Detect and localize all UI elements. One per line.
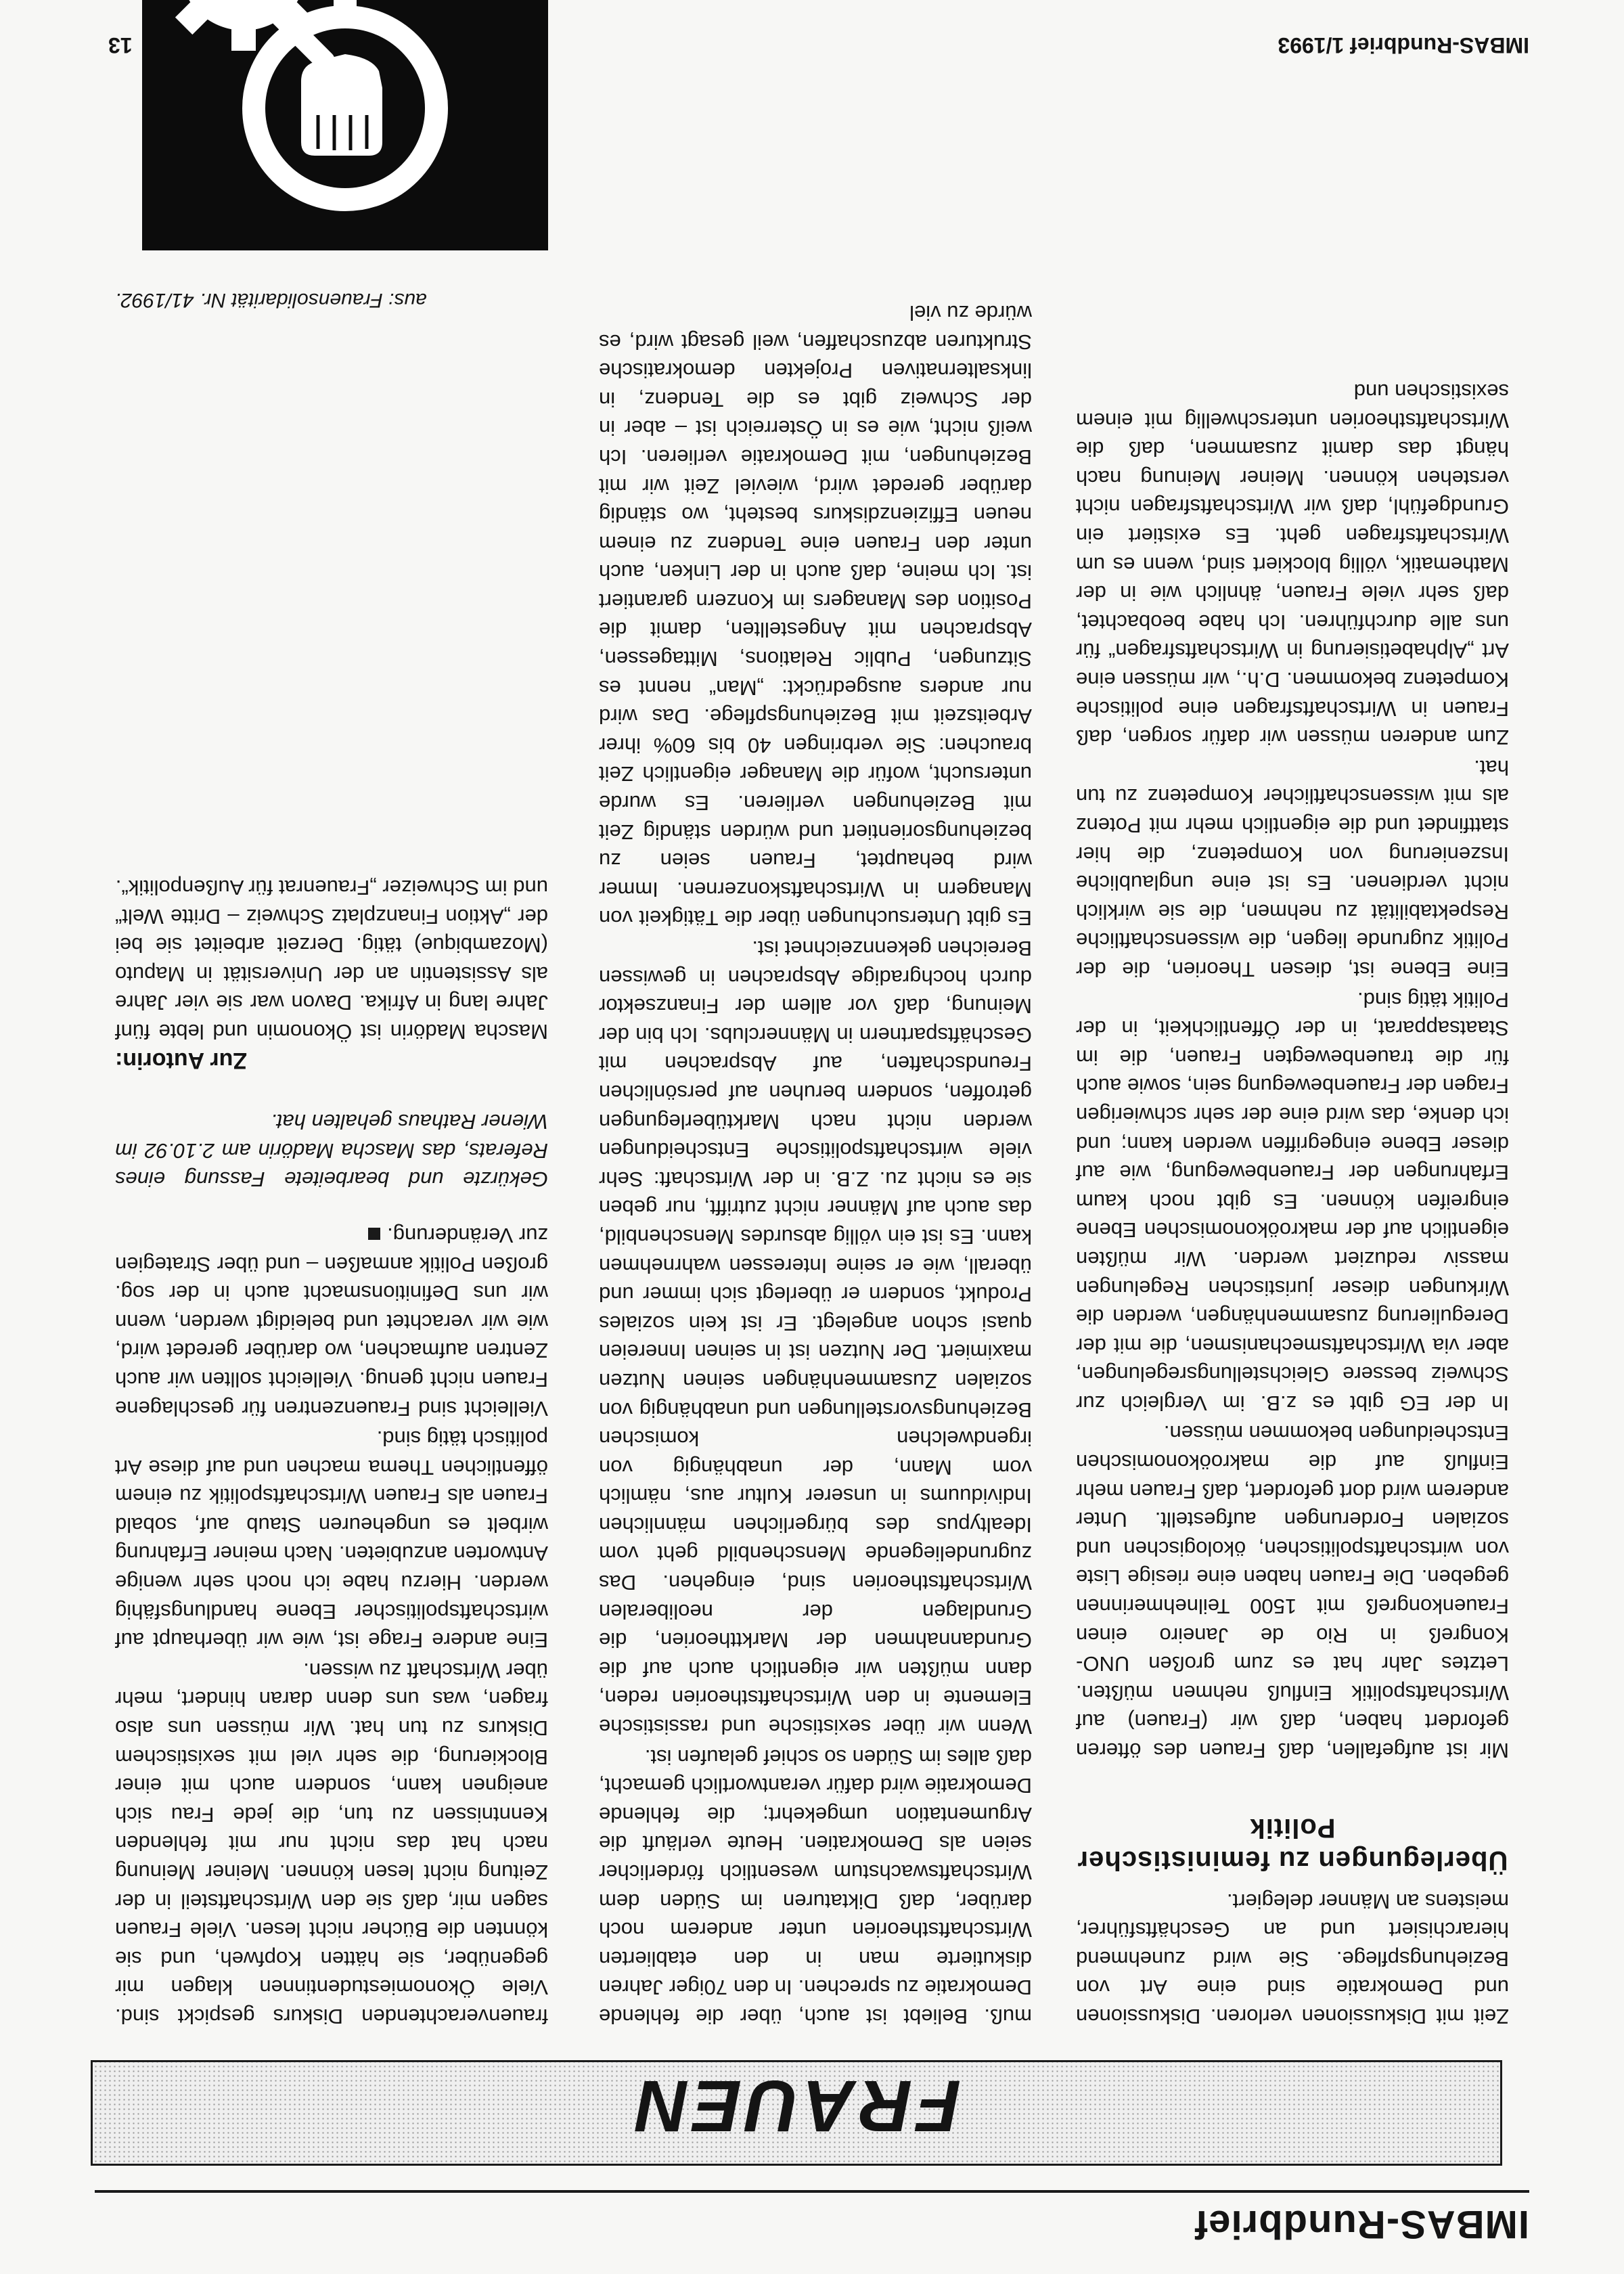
paragraph: frauenverachtenden Diskurs gespickt sind. Viele Ökonomiestudentinnen klagen mir gegenüber, sie hätten Kopfweh, und sie könnten die Bücher nicht lesen. Viele Frauen sagen mir, daß sie den Wirtschaftsteil in der Zeitung nicht lesen können. Meiner Meinung nach hat das nicht nur mit fehlenden Kenntnissen zu tun, die jede Frau sich aneignen kann, sondern auch mit einer Blockierung, die sehr viel mit sexistischem Diskurs zu tun hat. Wir müssen uns also fragen, was uns denn daran hindert, mehr über Wirtschaft zu wissen. (115, 1658, 548, 2028)
author-bio: Mascha Madörin ist Ökonomin und lebte fünf Jahre lang in Afrika. Davon war sie vier Jahre als Assistentin an der Universität in Maputo (Mozambique) tätig. Derzeit arbeitet sie bei der „Aktion Finanzplatz Schweiz – Dritte Welt“ und im Schweizer „Frauenrat für Außenpolitik“. (115, 876, 548, 1044)
editor-note: Gekürzte und bearbeitete Fassung eines Referats, das Mascha Madörin am 2.10.92 im Wiener Rathaus gehalten hat. (115, 1110, 548, 1192)
paragraph: Wenn wir über sexistische und rassistische Elemente in den Wirtschaftstheorien reden, dann müßten wir eigentlich auch auf die Grundannahmen der Markttheorien, die Grundlagen der neoliberalen Wirtschaftstheorien sind, eingehen. Das zugrundeliegende Menschenbild geht vom Idealtypus des bürgerlichen männlichen Individuums in unserer Kultur aus, nämlich vom Mann, der unabhängig von irgendwelchen komischen Beziehungsvorstellungen und unabhängig von sozialen Zusammenhängen seinen Nutzen maximiert. Der Nutzen ist in seinen Innereien quasi schon angelegt. Er ist kein soziales Produkt, sondern er überlegt sich immer und überall, wie er seine Interessen wahrnehmen kann. Es ist ein völlig absurdes Menschenbild, das auch auf Männer nicht zutrifft, nur geben sie es nicht zu. Z.B. in der Wirtschaft: Sehr viele wirtschaftspolitische Entscheidungen werden nicht nach Marktüberlegungen getroffen, sondern beruhen auf persönlichen Freundschaften, auf Absprachen mit Geschäftspartnern in Männerclubs. Ich bin der Meinung, daß vor allem der Finanzsektor durch hochgradige Absprachen in gewissen Bereichen gekennzeichnet ist. (599, 937, 1032, 1739)
emblem-image (142, 0, 548, 250)
paragraph (115, 1220, 548, 1422)
end-of-article-mark (368, 1228, 380, 1240)
paragraph: Mir ist aufgefallen, daß Frauen des öfteren gefordert haben, daß wir (Frauen) auf Wirtschaftspolitik Einfluß nehmen müßten. Letztes Jahr hat es zum großen UNO-Kongreß in Rio de Janeiro einen Frauenkongreß mit 1500 Teilnehmerinnen gegeben. Die Frauen haben eine riesige Liste von wirtschaftspolitischen, ökologischen und sozialen Forderungen aufgestellt. Unter anderem wird dort gefordert, daß Frauen mehr Einfluß auf die makroökonomischen Entscheidungen bekommen müssen. (1076, 1421, 1509, 1763)
women-symbol-fist-gear-wrench-icon (142, 0, 548, 250)
footer-issue: IMBAS-Rundbrief 1/1993 (1278, 33, 1529, 58)
paragraph: Zeit mit Diskussionen verloren. Diskussionen und Demokratie sind eine Art von Beziehungspflege. Sie wird zunehmend hierarchisiert und an Geschäftsführer, meistens an Männer delegiert. (1076, 1889, 1509, 2028)
paragraph: In der EG gibt es z.B. im Vergleich zur Schweiz bessere Gleichstellungsregelungen, aber via Wirtschaftsmechanismen, die mit der Deregulierung zusammenhängen, werden die Wirkungen dieser juristischen Regelungen massiv reduziert werden. Wir müßten eigentlich auf der makroökonomischen Ebene eingreifen können. Es gibt noch kaum Erfahrungen der Frauenbewegung, wie auf dieser Ebene eingegriffen werden kann; und ich denke, das wird eine der sehr schwierigen Fragen der Frauenbewegung sein, sowie auch für die trauenbewegten Frauen, die im Staatsapparat, in der Öffentlichkeit, in der Politik tätig sind. (1076, 987, 1509, 1415)
paragraph: Eine Ebene ist, diesen Theorien, die der Politik zugrunde liegen, die wissenschaftliche Respektabilität zu nehmen, die sie wirklich nicht verdienen. Es ist eine unglaubliche Inszenierung von Kompetenz, die hier stattfindet und die eigentlich mehr mit Potenz als mit wissenschaftlicher Kompetenz zu tun hat. (1076, 755, 1509, 981)
section-banner (91, 2060, 1502, 2166)
article-column-2 (599, 296, 1032, 2030)
masthead-title: IMBAS-Rundbrief (1194, 2202, 1529, 2246)
paragraph: Zum anderen müssen wir dafür sorgen, daß Frauen in Wirtschaftsfragen eine politische Kompetenz bekommen. D.h., wir müssen eine Art „Alphabetisierung in Wirtschaftsfragen“ für uns alle durchführen. Ich habe beobachtet, daß sehr viele Frauen, ähnlich wie in der Mathematik, völlig blockiert sind, wenn es um Wirtschaftsfragen geht. Es existiert ein Grundgefühl, daß wir Wirtschaftsfragen nicht verstehen können. Meiner Meinung nach hängt das damit zusammen, daß die Wirtschaftstheorien unterschwellig mit einem sexistischen und (1076, 380, 1509, 750)
source-note: aus: Frauensolidarität Nr. 41/1992. (115, 289, 427, 311)
masthead-rule (95, 2190, 1529, 2193)
paragraph-text: Vielleicht sind Frauenzentren für geschlagene Frauen nicht genug. Vielleicht sollten wir auch Zentren aufmachen, wo darüber geredet wird, wie wir verachtet und beleidigt werden, wenn wir uns Definitionsmacht auch in der sog. großen Politik anmaßen – und über Strategien zur Veränderung. (115, 1223, 548, 1421)
article-subheading: Überlegungen zu feministischer Politik (1077, 1813, 1508, 1876)
page-number: 13 (108, 33, 133, 58)
paragraph: Eine andere Frage ist, wie wir überhaupt auf wirtschaftspolitischer Ebene handlungsfähig werden. Hierzu habe ich noch sehr wenige Antworten anzubieten. Nach meiner Erfahrung wirbelt es ungeheuren Staub auf, sobald Frauen als Frauen Wirtschaftspolitik zu einem öffentlichen Thema machen und auf diese Art politisch tätig sind. (115, 1427, 548, 1653)
paragraph: Es gibt Untersuchungen über die Tätigkeit von Managern in Wirtschaftskonzernen. Immer wird behauptet, Frauen seien zu beziehungsorientiert und würden ständig Zeit mit Beziehungen verlieren. Es wurde untersucht, wofür die Manager eigentlich Zeit brauchen: Sie verbringen 40 bis 60% ihrer Arbeitszeit mit Beziehungspflege. Das wird nur anders ausgedrückt: „Man“ nennt es Sitzungen, Public Relations, Mittagessen, Absprachen mit Angestellten, damit die Position des Managers im Konzern garantiert ist. Ich meine, daß auch in der Linken, auch unter den Frauen eine Tendenz zu einem neuen Effizienzdiskurs besteht, wo ständig darüber geredet wird, wieviel Zeit wir mit Beziehungen, mit Demokratie verlieren. Ich weiß nicht, wie es in Österreich ist – aber in der Schweiz gibt es die Tendenz, in linksalternativen Projekten demokratische Strukturen abzuschaffen, weil gesagt wird, es würde zu viel (599, 300, 1032, 931)
article-column-3 (115, 871, 548, 2030)
author-heading: Zur Autorin: (115, 1047, 248, 1073)
article-column-1 (1076, 376, 1509, 2030)
section-title: FRAUEN (632, 2066, 961, 2147)
paragraph: muß. Beliebt ist auch, über die fehlende Demokratie zu sprechen. In den 70iger Jahren diskutierte man in den etablierten Wirtschaftstheorien unter anderem noch darüber, daß Diktaturen im Süden dem Wirtschaftswachstum wesentlich förderlicher seien als Demokratien. Heute verläuft die Argumentation umgekehrt; die fehlende Demokratie wird dafür verantwortlich gemacht, daß alles im Süden so schief gelaufen ist. (599, 1745, 1032, 2028)
